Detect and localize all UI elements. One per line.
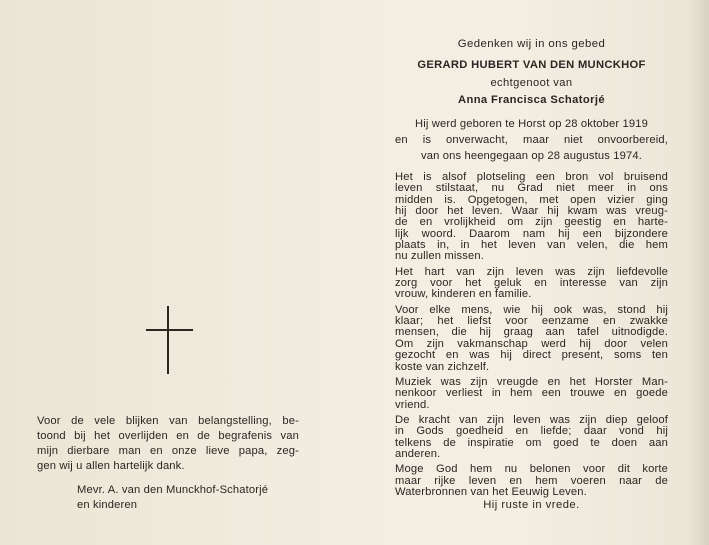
paragraph-line: Voor elke mens, wie hij ook was, stond hij (395, 303, 668, 316)
paragraph-line: koste van zichzelf. (395, 360, 490, 373)
paragraph-line: lijk woord. Daarom nam hij een bijzondere (395, 227, 668, 240)
paragraph-line: telkens de inspiratie om goed te doen aan (395, 436, 668, 449)
paragraph-line: plaats in, in het leven van velen, die hem (395, 239, 668, 252)
cross-icon-bar (146, 329, 193, 331)
paragraph-line: in Gods goedheid en liefde; daar vond hij (395, 425, 668, 438)
signature-line: en kinderen (77, 499, 138, 511)
paragraph-line: anderen. (395, 447, 441, 460)
dates-block (395, 116, 668, 164)
paragraph-line: De kracht van zijn leven was zijn diep geloof (395, 413, 668, 426)
paragraph-line: leven stilstaat, nu Grad niet meer in ons (395, 182, 668, 195)
thanks-line: gen wij u allen hartelijk dank. (37, 460, 185, 472)
signature-block (77, 483, 299, 513)
paragraph-line: Waterbronnen van het Eeuwig Leven. (395, 485, 587, 498)
paragraph-line: zorg voor het geluk en interesse van zijn (395, 277, 668, 290)
biography-paragraph (395, 305, 668, 373)
paragraph-line: vriend. (395, 398, 430, 411)
biography-paragraph (395, 267, 668, 301)
paragraph-line: Het hart van zijn leven was zijn liefdevolle (395, 265, 668, 278)
paragraph-line: Moge God hem nu belonen voor dit korte (395, 463, 668, 476)
paragraph-line: Om zijn vakmanschap werd hij door velen (395, 337, 668, 350)
paragraph-line: Muziek was zijn vreugde en het Horster Man- (395, 375, 668, 388)
spouse-label: echtgenoot van (490, 76, 573, 89)
dates-line: Hij werd geboren te Horst op 28 oktober 1919 (415, 118, 648, 130)
header-block (395, 39, 668, 106)
paragraph-line: mensen, die hij graag aan tafel uitnodigde. (395, 326, 668, 339)
paragraph-line: de en vrolijkheid om zijn geestig en harte- (395, 216, 668, 229)
biography-paragraph (395, 377, 668, 411)
biography (395, 172, 668, 502)
thanks-line: Voor de vele blijken van belangstelling, be- (37, 415, 299, 427)
biography-paragraph (395, 464, 668, 498)
paragraph-line: nu zullen missen. (395, 250, 484, 263)
paragraph-line: Het is alsof plotseling een bron vol bruisend (395, 171, 668, 183)
thanks-line: toond bij het overlijden en de begrafenis van (37, 430, 299, 442)
biography-paragraph (395, 172, 668, 263)
paragraph-line: nenkoor verliest in hem een trouwe en goede (395, 387, 668, 400)
closing-line: Hij ruste in vrede. (483, 499, 580, 511)
thanks-line: mijn dierbare man en onze lieve papa, zeg- (37, 445, 299, 457)
spouse-name: Anna Francisca Schatorjé (457, 94, 605, 107)
closing-block (395, 500, 668, 511)
deceased-name: GERARD HUBERT VAN DEN MUNCKHOF (417, 59, 646, 72)
paragraph-line: klaar; het liefst voor eenzame en zwakke (395, 315, 668, 328)
thanks-block (37, 414, 299, 474)
dates-line: en is onverwacht, maar niet onvoorbereid, (395, 134, 668, 146)
paragraph-line: midden is. Opgetogen, met open vizier ging (395, 193, 668, 206)
paragraph-line: hij door het leven. Waar hij kwam was vreug- (395, 205, 668, 218)
dates-line: van ons heengegaan op 28 augustus 1974. (420, 150, 643, 162)
intro-line: Gedenken wij in ons gebed (457, 38, 606, 50)
paragraph-line: maar rijke leven en hem voeren naar de (395, 474, 668, 487)
paragraph-line: vrouw, kinderen en familie. (395, 288, 532, 301)
cross-icon (167, 306, 169, 374)
biography-paragraph (395, 415, 668, 460)
signature-line: Mevr. A. van den Munckhof-Schatorjé (77, 484, 269, 496)
paragraph-line: gezocht en was hij direct present, soms ten (395, 349, 668, 362)
